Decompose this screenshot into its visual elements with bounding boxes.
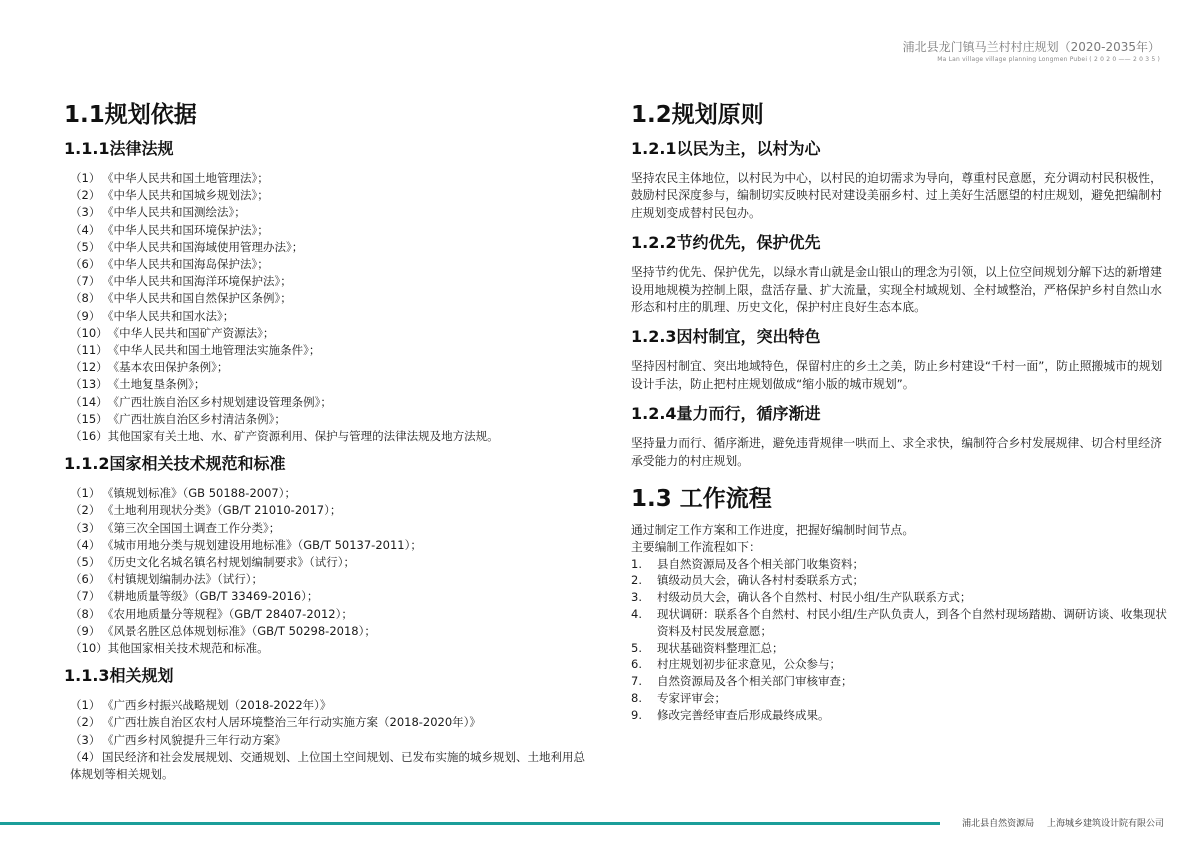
section-1-2-2-title: 1.2.2节约优先，保护优先	[631, 233, 821, 253]
list-item: 4. 现状调研：联系各个自然村、村民小组/生产队负责人，到各个自然村现场踏勘、调研访谈、收集现状资料及村民发展意愿；	[631, 607, 1167, 638]
list-item: （6） 《中华人民共和国海岛保护法》；	[70, 257, 269, 272]
list-item: 5. 现状基础资料整理汇总；	[631, 640, 784, 655]
section-1-1-3-title: 1.1.3相关规划	[64, 666, 174, 686]
list-item: 2. 镇级动员大会，确认各村村委联系方式；	[631, 573, 864, 588]
footer-org-2: 上海城乡建筑设计院有限公司	[1046, 819, 1164, 829]
standards-list	[64, 485, 594, 657]
list-item: （8） 《农用地质量分等规程》（GB/T 28407-2012）；	[70, 606, 353, 621]
list-item: （3） 《中华人民共和国测绘法》；	[70, 205, 246, 220]
list-item: （3） 《第三次全国国土调查工作分类》；	[70, 520, 281, 535]
list-item: （5） 《中华人民共和国海域使用管理办法》；	[70, 239, 304, 254]
section-1-1-1-title: 1.1.1法律法规	[64, 139, 174, 158]
list-item: （3） 《广西乡村风貌提升三年行动方案》	[70, 732, 286, 747]
section-1-1-title: 1.1规划依据	[64, 102, 197, 128]
list-item: 9. 修改完善经审查后形成最终成果。	[631, 707, 830, 722]
list-item: （1） 《中华人民共和国土地管理法》；	[70, 171, 269, 185]
section-1-2-3-text: 坚持因村制宜、突出地域特色，保留村庄的乡土之美，防止乡村建设“千村一面”，防止照搬城市的规划设计手法，防止把村庄规划做成“缩小版的城市规划”。	[631, 359, 1163, 391]
list-item: （2） 《土地利用现状分类》（GB/T 21010-2017）；	[70, 503, 342, 518]
footer-org-1: 浦北县自然资源局	[962, 819, 1035, 829]
section-1-2-1-title: 1.2.1以民为主，以村为心	[631, 139, 821, 158]
related-plans-list	[64, 697, 594, 783]
list-item: 1. 县自然资源局及各个相关部门收集资料；	[631, 556, 864, 571]
list-item: （1） 《广西乡村振兴战略规划（2018-2022年）》	[70, 698, 332, 713]
list-item: （16）其他国家有关土地、水、矿产资源利用、保护与管理的法律法规及地方法规。	[70, 429, 499, 444]
list-item: （4） 《中华人民共和国环境保护法》；	[70, 222, 269, 237]
document-header-subtitle: Ma Lan village village planning Longmen Pubei ( 2 0 2 0 —— 2 0 3 5 )	[937, 56, 1160, 63]
list-item: （9） 《中华人民共和国水法》；	[70, 308, 235, 323]
workflow-list	[631, 556, 1171, 724]
list-item: （10）其他国家相关技术规范和标准。	[70, 641, 269, 656]
workflow-intro-2: 主要编制工作流程如下：	[631, 539, 761, 554]
list-item: 3. 村级动员大会，确认各个自然村、村民小组/生产队联系方式；	[631, 590, 972, 605]
list-item: （13）《土地复垦条例》；	[70, 377, 206, 392]
section-1-2-4-title: 1.2.4量力而行，循序渐进	[631, 404, 821, 424]
list-item: （7） 《中华人民共和国海洋环境保护法》；	[70, 274, 292, 289]
list-item: （8） 《中华人民共和国自然保护区条例》；	[70, 291, 292, 306]
list-item: （15）《广西壮族自治区乡村清洁条例》；	[70, 411, 286, 426]
list-item: （5） 《历史文化名城名镇名村规划编制要求》（试行）；	[70, 555, 355, 570]
list-item: （1） 《镇规划标准》（GB 50188-2007）；	[70, 486, 296, 501]
section-1-3-title: 1.3 工作流程	[631, 486, 772, 513]
list-item: （2） 《广西壮族自治区农村人居环境整治三年行动实施方案（2018-2020年）》	[70, 715, 481, 730]
section-1-1-2-title: 1.1.2国家相关技术规范和标准	[64, 454, 286, 474]
left-column	[64, 100, 594, 791]
list-item: （6） 《村镇规划编制办法》（试行）；	[70, 572, 263, 587]
footer-accent-line	[0, 822, 940, 825]
list-item: （9） 《风景名胜区总体规划标准》（GB/T 50298-2018）；	[70, 623, 376, 638]
list-item: （12）《基本农田保护条例》；	[70, 360, 229, 375]
workflow-intro: 通过制定工作方案和工作进度，把握好编制时间节点。	[631, 523, 915, 538]
list-item: （11）《中华人民共和国土地管理法实施条件》；	[70, 343, 321, 358]
section-1-2-1-text: 坚持农民主体地位，以村民为中心，以村民的迫切需求为导向，尊重村民意愿，充分调动村民积极性，鼓励村民深度参与，编制切实反映村民对建设美丽乡村、过上美好生活愿望的村庄规划，避免把编制村庄规划变成替村民包办。	[631, 171, 1162, 220]
list-item: 6. 村庄规划初步征求意见，公众参与；	[631, 657, 841, 672]
list-item: 7. 自然资源局及各个相关部门审核审查；	[631, 674, 853, 689]
right-column	[631, 100, 1171, 724]
list-item: 8. 专家评审会；	[631, 691, 726, 706]
document-header-title: 浦北县龙门镇马兰村村庄规划（2020-2035年）	[902, 40, 1160, 54]
section-1-2-4-text: 坚持量力而行、循序渐进，避免违背规律一哄而上、求全求快，编制符合乡村发展规律、切合村里经济承受能力的村庄规划。	[631, 436, 1162, 468]
section-1-2-2-text: 坚持节约优先、保护优先，以绿水青山就是金山银山的理念为引领，以上位空间规划分解下达的新增建设用地规模为控制上限，盘活存量、扩大流量，实现全村域规划、全村域整治，严格保护乡村自然山水形态和村庄的肌理、历史文化，保护村庄良好生态本底。	[631, 265, 1162, 315]
list-item: （10）《中华人民共和国矿产资源法》；	[70, 325, 275, 340]
list-item: （7） 《耕地质量等级》（GB/T 33469-2016）；	[70, 589, 319, 604]
footer-organizations	[944, 816, 1164, 829]
list-item: （4） 《城市用地分类与规划建设用地标准》（GB/T 50137-2011）；	[70, 537, 422, 552]
list-item: （14）《广西壮族自治区乡村规划建设管理条例》；	[70, 394, 332, 409]
section-1-2-3-title: 1.2.3因村制宜，突出特色	[631, 327, 821, 347]
list-item: （4） 国民经济和社会发展规划、交通规划、上位国土空间规划、已发布实施的城乡规划、土地利用总体规划等相关规划。	[70, 749, 585, 782]
section-1-2-title: 1.2规划原则	[631, 102, 764, 128]
list-item: （2） 《中华人民共和国城乡规划法》；	[70, 188, 269, 203]
laws-list	[64, 170, 594, 445]
